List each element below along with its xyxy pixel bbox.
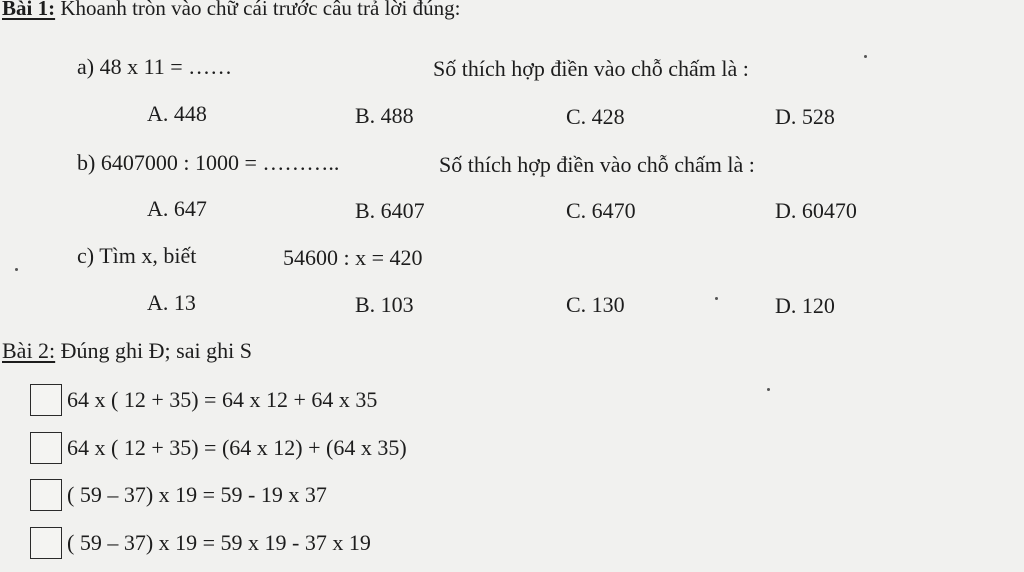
exercise-1-header [2, 0, 460, 19]
question-c [77, 245, 196, 267]
question-a-option-a[interactable]: A. 448 [147, 101, 207, 126]
scan-speck [767, 388, 770, 391]
question-a-expression: 48 x 11 = …… [99, 54, 233, 79]
question-a-option-c[interactable]: C. 428 [566, 104, 625, 129]
question-c-equation: 54600 : x = 420 [283, 245, 423, 270]
answer-box-3[interactable] [30, 479, 62, 511]
exercise-2-header [2, 340, 252, 362]
exercise-1-label: Bài 1: [2, 0, 56, 20]
question-b-prompt: Số thích hợp điền vào chỗ chấm là : [439, 152, 755, 177]
answer-box-4[interactable] [30, 527, 62, 559]
statement-1: 64 x ( 12 + 35) = 64 x 12 + 64 x 35 [67, 387, 378, 412]
question-b-option-b[interactable]: B. 6407 [355, 198, 425, 223]
question-c-option-a[interactable]: A. 13 [147, 290, 196, 315]
answer-box-1[interactable] [30, 384, 62, 416]
question-a-prompt: Số thích hợp điền vào chỗ chấm là : [433, 56, 749, 81]
question-c-option-d[interactable]: D. 120 [775, 293, 835, 318]
exercise-2-label: Bài 2: [2, 338, 56, 363]
statement-4: ( 59 – 37) x 19 = 59 x 19 - 37 x 19 [67, 530, 371, 555]
exercise-2-instruction: Đúng ghi Đ; sai ghi S [60, 338, 252, 363]
question-c-option-c[interactable]: C. 130 [566, 292, 625, 317]
question-c-expression: Tìm x, biết [99, 243, 197, 268]
question-c-option-b[interactable]: B. 103 [355, 292, 414, 317]
question-b-label: b) [77, 150, 96, 175]
statement-2: 64 x ( 12 + 35) = (64 x 12) + (64 x 35) [67, 435, 407, 460]
answer-box-2[interactable] [30, 432, 62, 464]
question-c-label: c) [77, 243, 95, 268]
question-a [77, 56, 232, 78]
question-b-expression: 6407000 : 1000 = ……….. [100, 150, 340, 175]
statement-3: ( 59 – 37) x 19 = 59 - 19 x 37 [67, 482, 327, 507]
question-a-option-d[interactable]: D. 528 [775, 104, 835, 129]
question-b-option-a[interactable]: A. 647 [147, 196, 207, 221]
question-b [77, 152, 339, 174]
question-a-label: a) [77, 54, 95, 79]
scan-speck [15, 268, 18, 271]
exercise-1-instruction: Khoanh tròn vào chữ cái trước câu trả lời đúng: [60, 0, 461, 20]
question-b-option-d[interactable]: D. 60470 [775, 198, 857, 223]
question-b-option-c[interactable]: C. 6470 [566, 198, 636, 223]
question-a-option-b[interactable]: B. 488 [355, 103, 414, 128]
scan-speck [715, 297, 718, 300]
scan-speck [864, 55, 867, 58]
